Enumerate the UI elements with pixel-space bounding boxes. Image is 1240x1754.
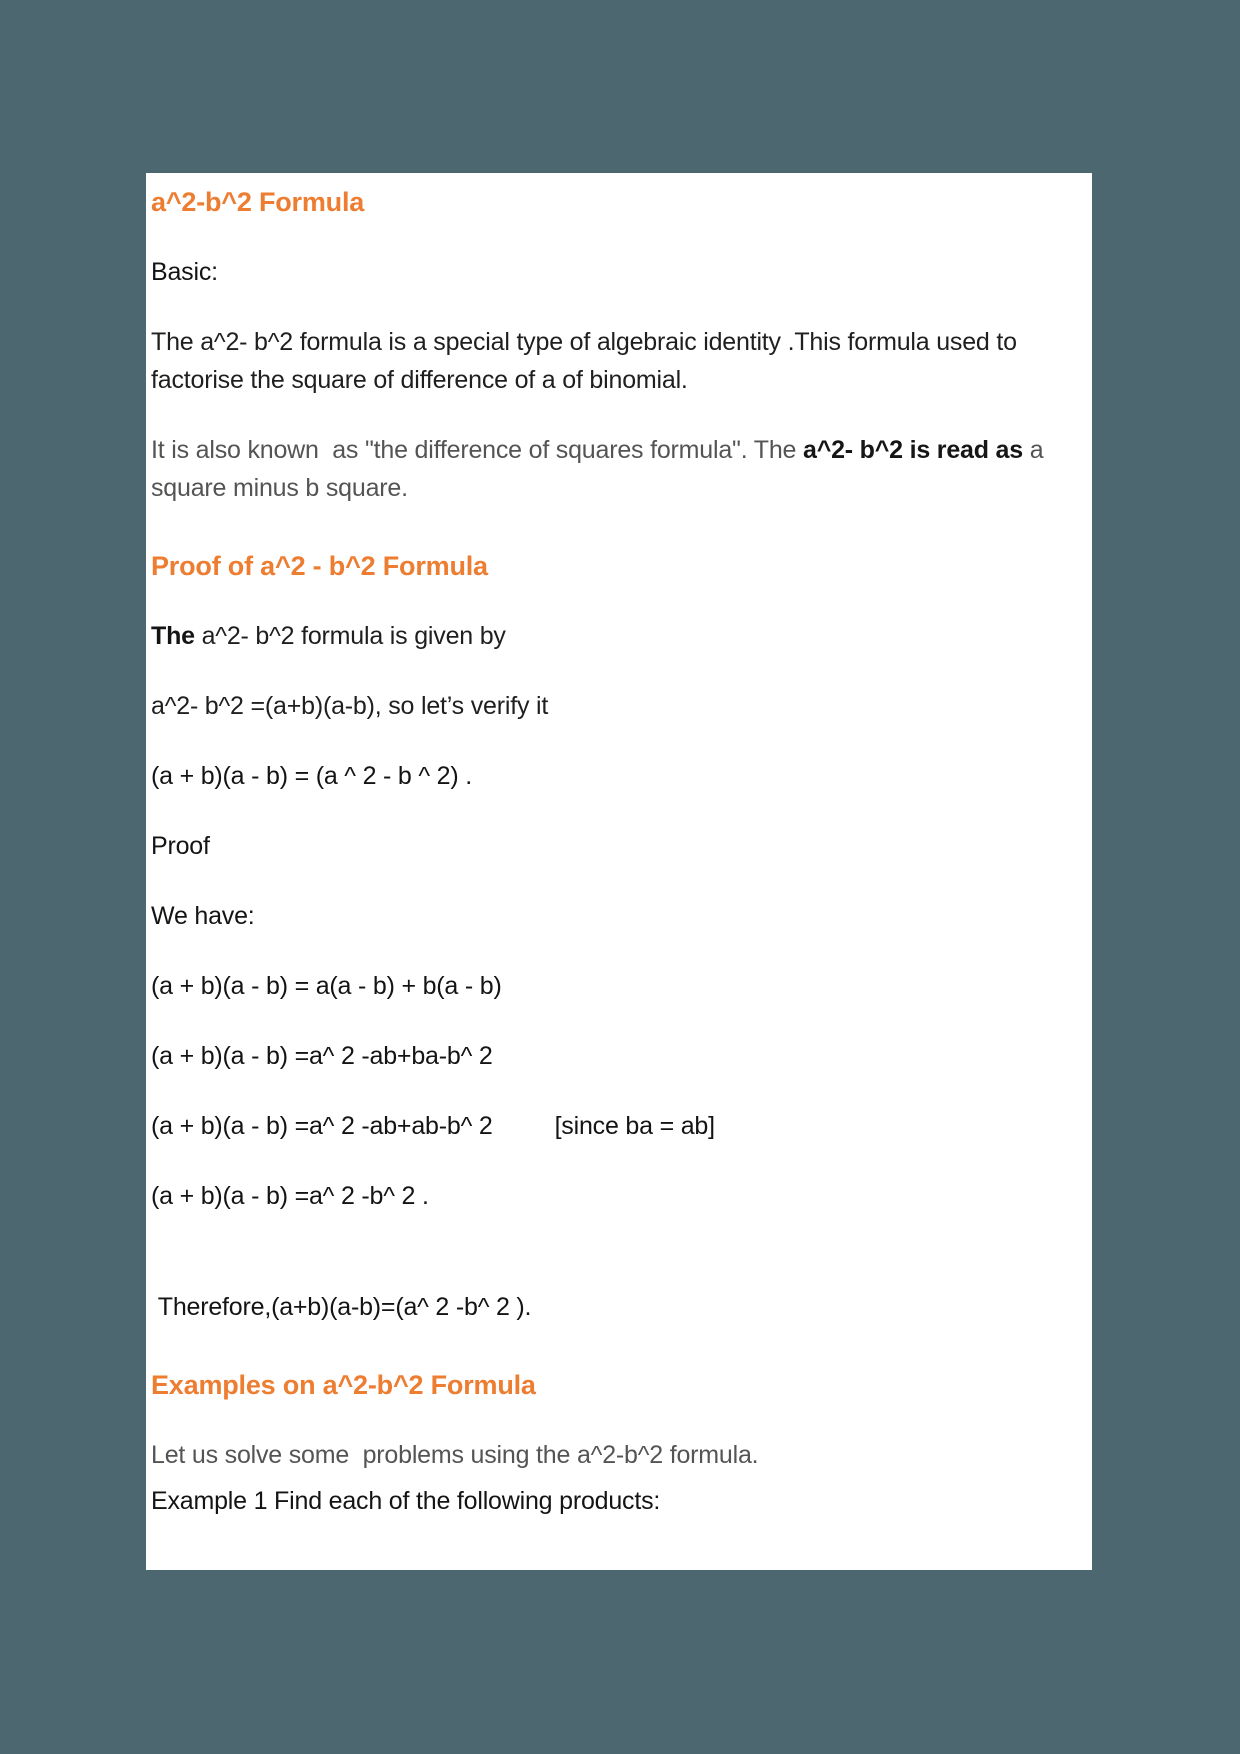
proof-label: Proof bbox=[151, 832, 210, 860]
examples-heading: Examples on a^2-b^2 Formula bbox=[151, 1370, 536, 1400]
examples-intro: Let us solve some problems using the a^2-b^2 formula. bbox=[151, 1441, 759, 1469]
proof-step-3-note: [since ba = ab] bbox=[554, 1112, 715, 1140]
intro-paragraph: The a^2- b^2 formula is a special type of algebraic identity .This formula used to factorise the square of difference of a of binomial. bbox=[151, 328, 1031, 394]
example1-label: Example 1 Find each of the following products: bbox=[151, 1487, 661, 1515]
proof-step-3-equation: (a + b)(a - b) =a^ 2 -ab+ab-b^ 2 bbox=[151, 1112, 493, 1140]
we-have-label: We have: bbox=[151, 902, 255, 930]
proof-step-1: (a + b)(a - b) = a(a - b) + b(a - b) bbox=[151, 972, 502, 1000]
proof-step-2: (a + b)(a - b) =a^ 2 -ab+ba-b^ 2 bbox=[151, 1042, 493, 1070]
known-as-gray-part1: It is also known as "the difference of squares formula". The bbox=[151, 436, 803, 464]
given-by-line bbox=[151, 617, 1070, 655]
verify-line: a^2- b^2 =(a+b)(a-b), so let’s verify it bbox=[151, 692, 549, 720]
basic-label: Basic: bbox=[151, 258, 218, 286]
identity-line: (a + b)(a - b) = (a ^ 2 - b ^ 2) . bbox=[151, 762, 472, 790]
given-by-bold-word: The bbox=[151, 622, 195, 650]
known-as-black-part: a^2- b^2 is read as bbox=[803, 436, 1023, 464]
proof-step-3 bbox=[151, 1107, 1070, 1145]
document-page bbox=[146, 173, 1092, 1570]
given-by-rest: a^2- b^2 formula is given by bbox=[194, 622, 506, 650]
proof-step-4: (a + b)(a - b) =a^ 2 -b^ 2 . bbox=[151, 1182, 429, 1210]
proof-heading: Proof of a^2 - b^2 Formula bbox=[151, 551, 488, 581]
known-as-paragraph bbox=[151, 431, 1070, 507]
doc-title: a^2-b^2 Formula bbox=[151, 187, 365, 217]
known-as-gray-part2: a square minus b square. bbox=[151, 436, 1051, 502]
therefore-line: Therefore,(a+b)(a-b)=(a^ 2 -b^ 2 ). bbox=[151, 1293, 532, 1321]
